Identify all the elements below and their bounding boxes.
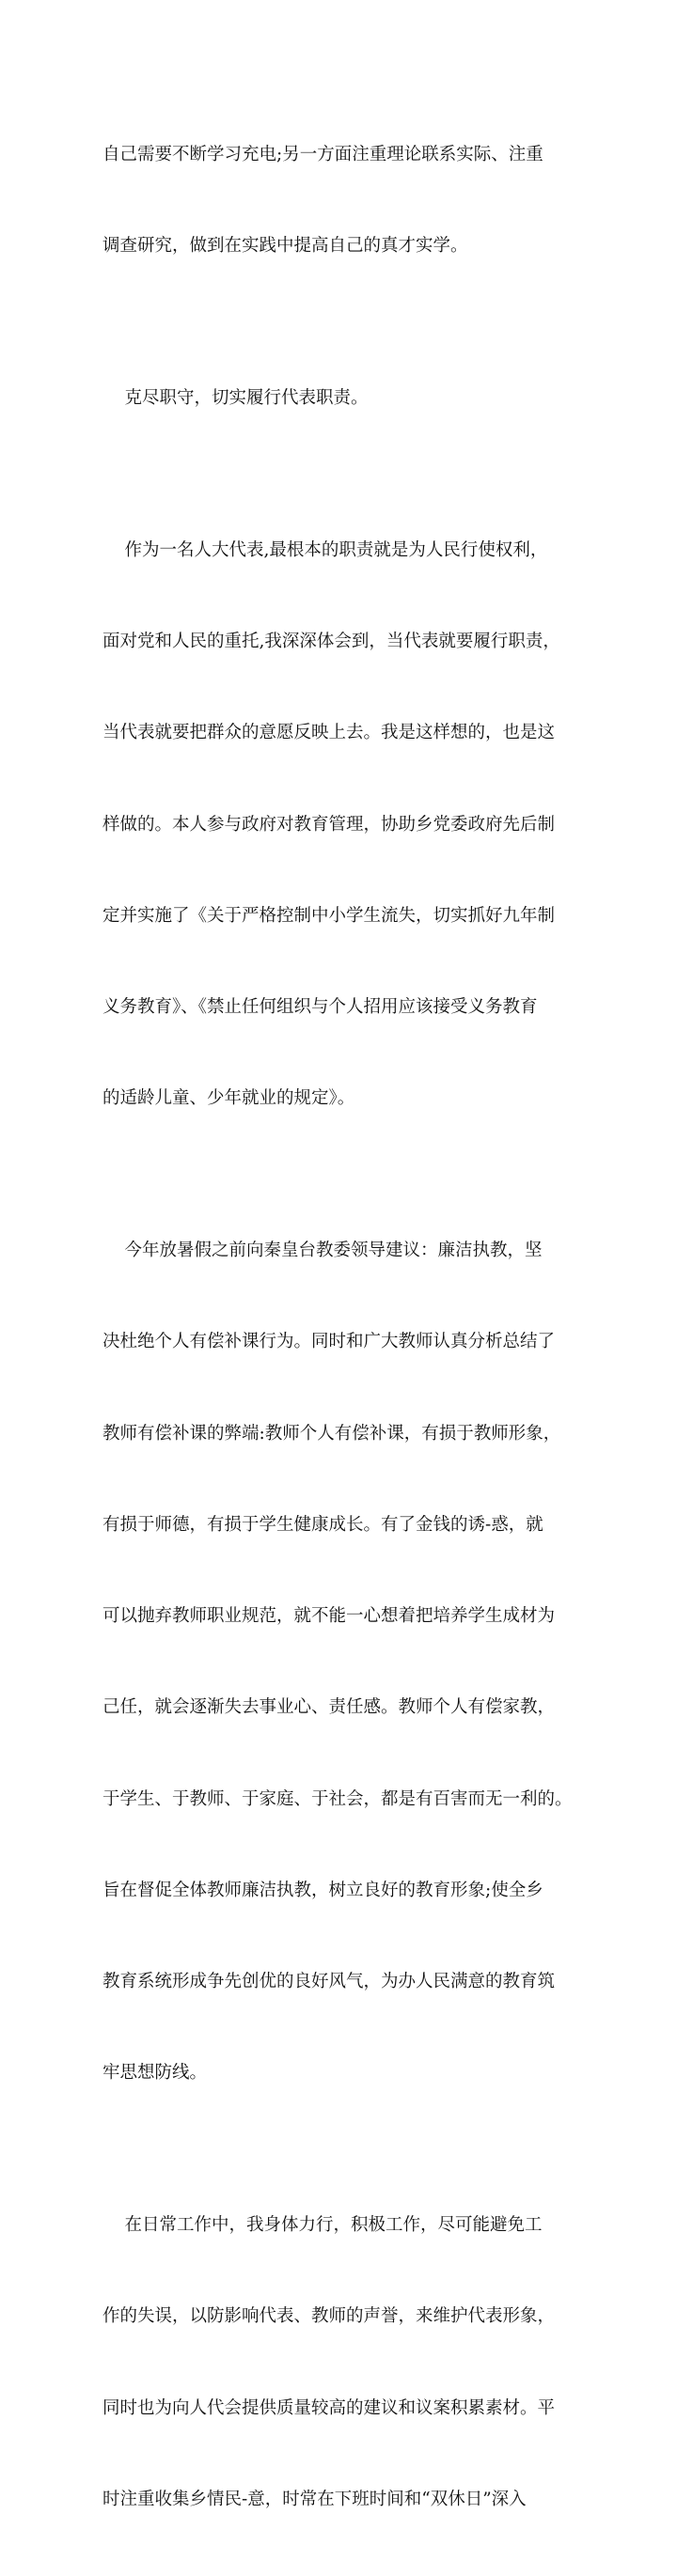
paragraph-2 [102,322,591,475]
paragraph-line: 作的失误，以防影响代表、教师的声誉，来维护代表形象， [102,2306,556,2327]
paragraph-line: 定并实施了《关于严格控制中小学生流失，切实抓好九年制 [102,905,556,926]
paragraph-line: 克尽职守，切实履行代表职责。 [102,388,369,409]
paragraph-line: 调查研究，做到在实践中提高自己的真才实学。 [102,236,468,257]
paragraph-5 [102,2149,591,2576]
paragraph-line: 在日常工作中，我身体力行，积极工作，尽可能避免工 [102,2215,543,2236]
paragraph-line: 己任，就会逐渐失去事业心、责任感。教师个人有偿家教， [102,1697,556,1718]
paragraph-line: 时注重收集乡情民-意，时常在下班时间和“双休日”深入 [102,2489,527,2509]
document-body [102,79,591,2576]
paragraph-line: 于学生、于教师、于家庭、于社会，都是有百害而无一利的。 [102,1788,573,1809]
paragraph-line: 作为一名人大代表,最根本的职责就是为人民行使权利， [102,540,548,561]
paragraph-line: 面对党和人民的重托,我深深体会到，当代表就要履行职责， [102,632,560,652]
paragraph-line: 义务教育》、《禁止任何组织与个人招用应该接受义务教育 [102,997,538,1018]
paragraph-line: 教师有偿补课的弊端:教师个人有偿补课，有损于教师形象， [102,1423,561,1444]
paragraph-line: 的适龄儿童、少年就业的规定》。 [102,1088,355,1109]
paragraph-line: 同时也为向人代会提供质量较高的建议和议案积累素材。平 [102,2397,556,2418]
paragraph-1 [102,79,591,322]
paragraph-line: 有损于师德，有损于学生健康成长。有了金钱的诱-惑，就 [102,1514,543,1535]
paragraph-line: 可以抛弃教师职业规范，就不能一心想着把培养学生成材为 [102,1606,556,1627]
paragraph-line: 旨在督促全体教师廉洁执教，树立良好的教育形象;使全乡 [102,1880,543,1900]
paragraph-line: 自己需要不断学习充电;另一方面注重理论联系实际、注重 [102,144,543,164]
paragraph-line: 教育系统形成争先创优的良好风气，为办人民满意的教育筑 [102,1971,556,1991]
paragraph-line: 牢思想防线。 [102,2063,208,2084]
paragraph-4 [102,1175,591,2149]
paragraph-3 [102,475,591,1175]
paragraph-line: 当代表就要把群众的意愿反映上去。我是这样想的，也是这 [102,723,556,743]
paragraph-line: 今年放暑假之前向秦皇台教委领导建议：廉洁执教，坚 [102,1241,543,1261]
paragraph-line: 决杜绝个人有偿补课行为。同时和广大教师认真分析总结了 [102,1332,556,1352]
paragraph-line: 样做的。本人参与政府对教育管理，协助乡党委政府先后制 [102,814,556,835]
